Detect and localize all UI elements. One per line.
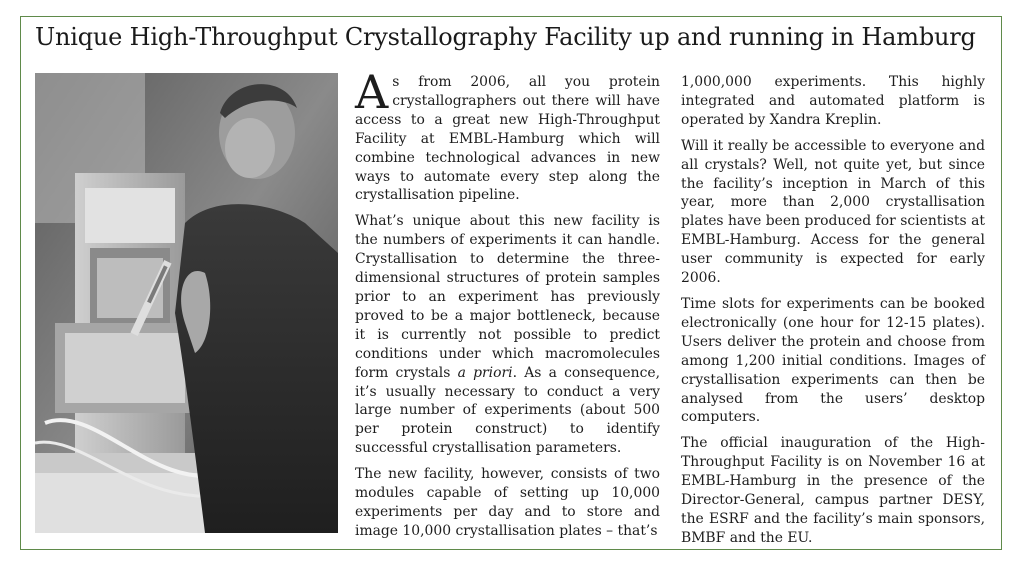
paragraph-intro [355,65,660,205]
paragraph-new-facility-cont: 1,000,000 experiments. This highly integrated and automated platform is operated by Xandra Kreplin. [681,74,985,128]
paragraph-accessible: Will it really be accessible to everyone and all crystals? Well, not quite yet, but since the facility’s inception in March of this year, more than 2,000 crystallisation plates have been produced for scientists at EMBL-Hamburg. Access for the general user community is expected for early 2006. [681,137,985,287]
drop-cap: A [355,65,389,119]
paragraph-new-facility: The new facility, however, consists of two modules capable of setting up 10,000 experiments per day and to store and image 10,000 crystallisation plates – that’s [355,466,660,539]
article-frame [20,16,1002,550]
paragraph-unique [355,212,660,458]
paragraph-inauguration: The official inauguration of the High-Throughput Facility is on November 16 at EMBL-Hamburg in the presence of the Director-General, campus partner DESY, the ESRF and the facility’s main sponsors, BMBF and the EU. [681,435,985,546]
paragraph-unique-text-1: What’s unique about this new facility is the numbers of experiments it can handle. Crystallisation to determine the three-dimensional structures of protein samples prior to an experiment has previously proved to be a major bottleneck, because it is currently not possible to predict conditions under which macromolecules form crystals [355,213,660,381]
article-column-1 [355,65,660,548]
paragraph-intro-text: s from 2006, all you protein crystallographers out there will have access to a great new High-Throughput Facility at EMBL-Hamburg which will combine technological advances in new ways to automate every step along the crystallisation pipeline. [355,74,660,204]
paragraph-unique-italic: a priori [457,364,513,381]
article-title: Unique High-Throughput Crystallography Facility up and running in Hamburg [35,23,976,51]
article-column-2 [681,73,985,555]
lab-scientist-photo [35,73,338,533]
paragraph-time-slots: Time slots for experiments can be booked electronically (one hour for 12-15 plates). Users deliver the protein and choose from among 1,200 initial conditions. Images of crystallisation experiments can then be analysed from the users’ desktop computers. [681,295,985,426]
paragraph-unique-text-2: . As a consequence, it’s usually necessary to conduct a very large number of experiments (about 500 per protein construct) to identify successful crystallisation parameters. [355,364,660,457]
